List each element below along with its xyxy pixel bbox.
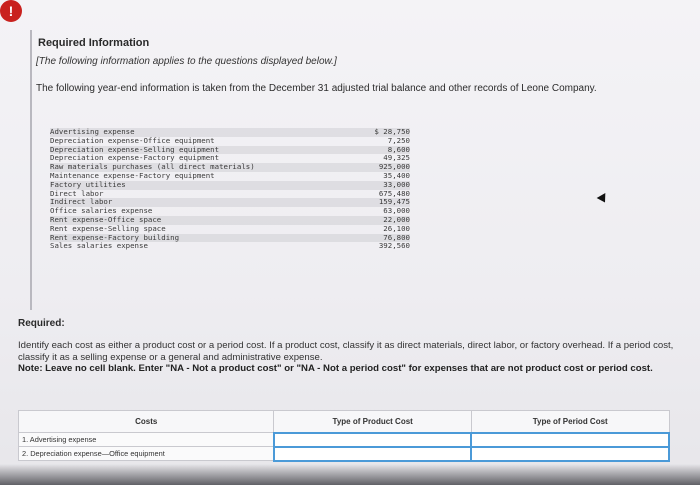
header-product-cost: Type of Product Cost	[274, 411, 472, 433]
instructions-note: Note: Leave no cell blank. Enter "NA - Not a product cost" or "NA - Not a period cost" for expenses that are not product cost or period cost.	[18, 363, 653, 374]
ledger-item-value: 63,000	[383, 206, 410, 216]
ledger-item-value: 159,475	[378, 197, 410, 207]
ledger-item-value: 35,400	[383, 170, 410, 180]
ledger-item-value: $ 28,750	[374, 127, 410, 136]
product-cost-dropdown[interactable]	[274, 433, 472, 447]
ledger-item-name: Factory utilities	[50, 179, 126, 189]
ledger-item-value: 49,325	[383, 153, 410, 163]
cost-label: 1. Advertising expense	[19, 433, 274, 447]
ledger-item-name: Advertising expense	[50, 127, 135, 136]
ledger-item-value: 33,000	[383, 179, 410, 189]
product-cost-dropdown[interactable]	[274, 447, 472, 461]
required-title: Required:	[18, 318, 65, 329]
table-row	[19, 433, 670, 447]
ledger-item-value: 392,560	[378, 241, 410, 251]
alert-icon: !	[0, 0, 22, 22]
ledger-item-name: Rent expense-Selling space	[50, 223, 166, 233]
ledger-item-name: Rent expense-Factory building	[50, 232, 180, 242]
ledger-item-name: Depreciation expense-Selling equipment	[50, 144, 220, 154]
header-period-cost: Type of Period Cost	[471, 411, 669, 433]
trial-balance-list	[50, 128, 410, 251]
table-row	[19, 447, 670, 461]
screen-edge-shadow	[0, 464, 700, 485]
ledger-item-name: Direct labor	[50, 188, 104, 198]
ledger-item-value: 22,000	[383, 214, 410, 224]
ledger-item-name: Depreciation expense-Office equipment	[50, 135, 215, 145]
intro-text: The following year-end information is taken from the December 31 adjusted trial balance and other records of Leone Company.	[36, 83, 597, 94]
ledger-item-value: 76,800	[383, 232, 410, 242]
ledger-row	[50, 181, 410, 190]
ledger-item-name: Maintenance expense-Factory equipment	[50, 170, 215, 180]
period-cost-dropdown[interactable]	[471, 433, 669, 447]
table-header-row	[19, 411, 670, 433]
ledger-item-value: 925,000	[378, 162, 410, 172]
ledger-item-name: Depreciation expense-Factory equipment	[50, 153, 220, 163]
cost-label: 2. Depreciation expense—Office equipment	[19, 447, 274, 461]
ledger-item-value: 7,250	[387, 135, 410, 145]
answer-table	[18, 410, 670, 462]
ledger-item-value: 26,100	[383, 223, 410, 233]
period-cost-dropdown[interactable]	[471, 447, 669, 461]
ledger-item-value: 675,480	[378, 188, 410, 198]
required-info-subtitle: [The following information applies to the questions displayed below.]	[36, 56, 337, 67]
ledger-item-value: 8,600	[387, 144, 410, 154]
required-info-title: Required Information	[38, 37, 150, 49]
ledger-item-name: Sales salaries expense	[50, 241, 148, 251]
instructions	[18, 340, 686, 375]
instructions-body: Identify each cost as either a product cost or a period cost. If a product cost, classify it as direct materials, direct labor, or factory overhead. If a period cost, classify it as a selling expense or a general and administrative expense.	[18, 340, 674, 363]
ledger-row	[50, 242, 410, 251]
ledger-item-name: Office salaries expense	[50, 206, 153, 216]
ledger-item-name: Rent expense-Office space	[50, 214, 162, 224]
ledger-item-name: Indirect labor	[50, 197, 113, 207]
ledger-item-name: Raw materials purchases (all direct materials)	[50, 162, 255, 172]
header-costs: Costs	[19, 411, 274, 433]
